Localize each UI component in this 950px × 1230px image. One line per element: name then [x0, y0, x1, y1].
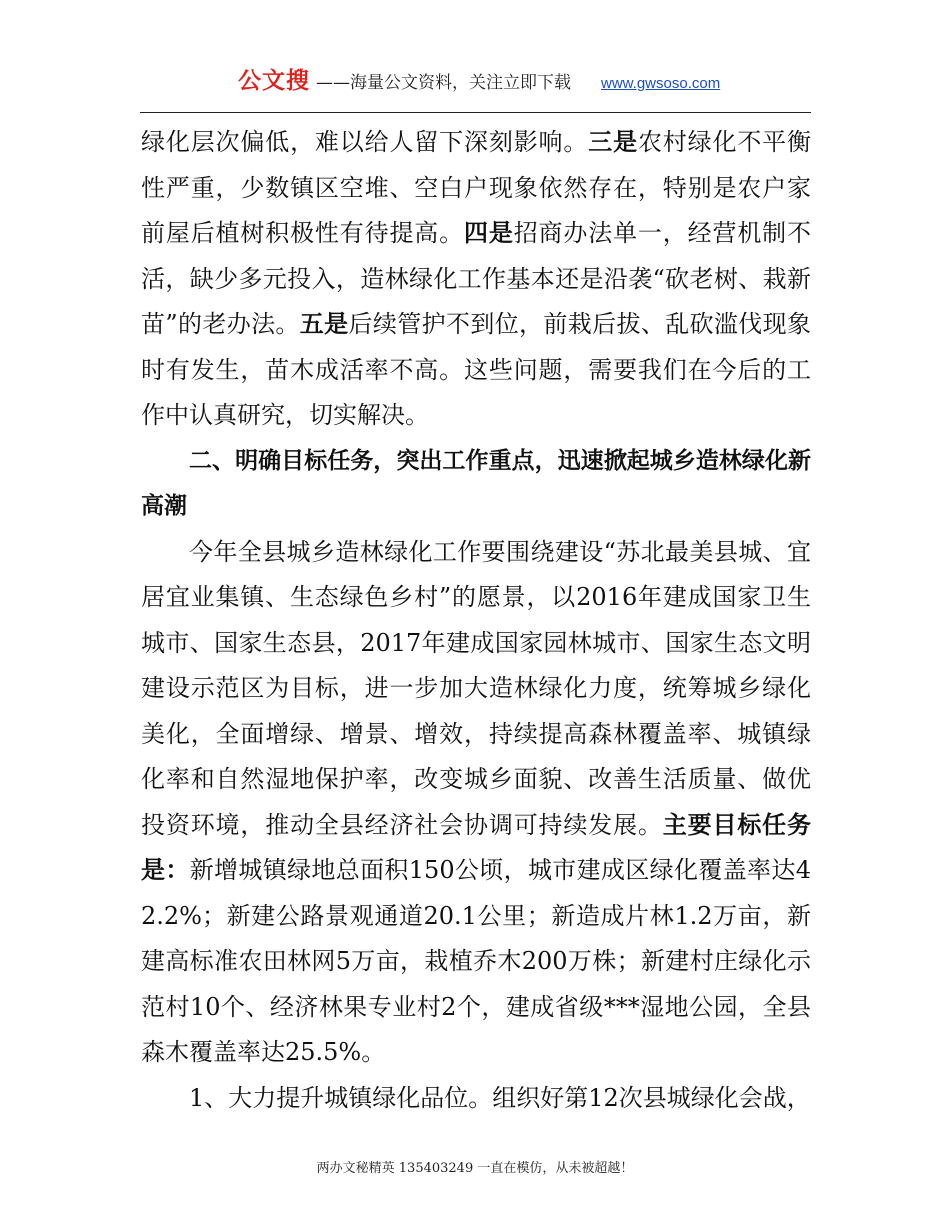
goals-text-1: 今年全县城乡造林绿化工作要围绕建设“苏北最美县城、宜居宜业集镇、生态绿色乡村”的愿景，以2016年建成国家卫生城市、国家生态县，2017年建成国家园林城市、国家生态文明建设示范区为目标，进一步加大造林绿化力度，统筹城乡绿化美化，全面增绿、增景、增效，持续提高森林覆盖率、城镇绿化率和自然湿地保护率，改变城乡面貌、改善生活质量、做优投资环境，推动全县经济社会协调可持续发展。 [141, 537, 811, 839]
paragraph-goals [141, 530, 811, 1076]
paragraph-item-1: 1、大力提升城镇绿化品位。组织好第12次县城绿化会战， [189, 1083, 811, 1112]
brand-logo-text[interactable]: 公文搜 [238, 68, 310, 94]
problems-bold-5: 五是 [299, 310, 349, 338]
page-header [140, 62, 810, 94]
goals-bold-label: 主要目标任务是： [141, 810, 812, 884]
problems-text-2: 农村绿化不平衡性严重，少数镇区空堆、空白户现象依然存在，特别是农户家前屋后植树积极性有待提高。 [141, 128, 812, 247]
problems-bold-4: 四是 [464, 219, 514, 247]
paragraph-problems [141, 120, 811, 439]
problems-text-1: 绿化层次偏低，难以给人留下深刻影响。 [141, 128, 589, 156]
problems-text-4: 后续管护不到位，前栽后拔、乱砍滥伐现象时有发生，苗木成活率不高。这些问题，需要我们在今后的工作中认真研究，切实解决。 [141, 310, 812, 429]
goals-text-2: 新增城镇绿地总面积150公顷，城市建成区绿化覆盖率达42.2%；新建公路景观通道20.1公里；新造成片林1.2万亩，新建高标准农田林网5万亩，栽植乔木200万株；新建村庄绿化示范村10个、经济林果专业村2个，建成省级***湿地公园，全县森木覆盖率达25.5%。 [141, 856, 811, 1066]
problems-bold-3: 三是 [588, 128, 638, 156]
page-footer: 两办文秘精英 135403249 一直在模仿，从未被超越！ [316, 1161, 634, 1176]
section-heading: 二、明确目标任务，突出工作重点，迅速掀起城乡造林绿化新高潮 [141, 447, 811, 519]
problems-text-3: 招商办法单一，经营机制不活，缺少多元投入，造林绿化工作基本还是沿袭“砍老树、栽新苗”的老办法。 [141, 219, 812, 338]
site-link[interactable]: www.gwsoso.com [601, 75, 721, 92]
header-tagline: ——海量公文资料，关注立即下载 [316, 73, 571, 93]
document-body [141, 120, 811, 1121]
header-divider [140, 112, 811, 113]
